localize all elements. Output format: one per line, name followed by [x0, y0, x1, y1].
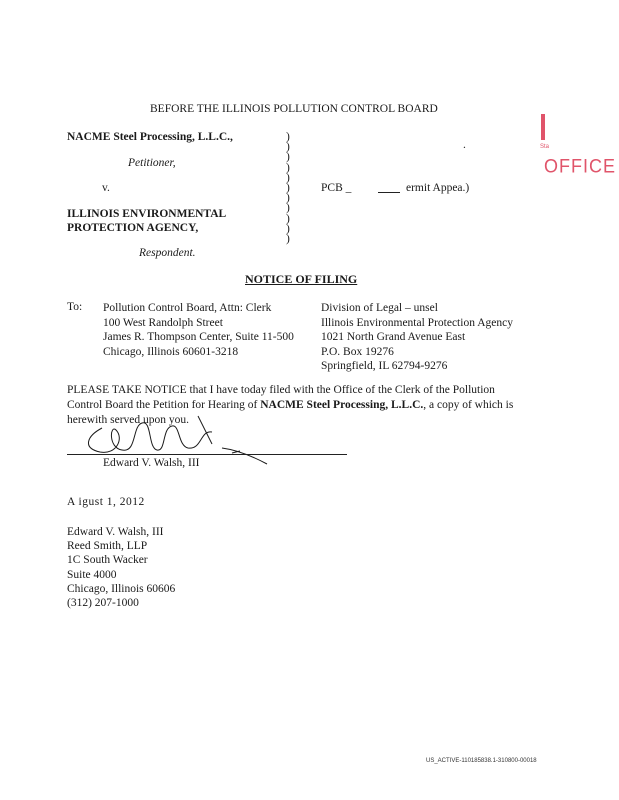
recipient-left — [103, 301, 294, 359]
address-line: Springfield, IL 62794-9276 — [321, 360, 448, 372]
address-line: James R. Thompson Center, Suite 11-500 — [103, 331, 294, 343]
attorney-block — [67, 525, 175, 610]
address-line: Chicago, Illinois 60601-3218 — [103, 345, 239, 358]
party-name: NACME Steel Processing, L.L.C. — [260, 399, 424, 411]
paren: ) — [286, 161, 290, 174]
attorney-line: Reed Smith, LLP — [67, 540, 148, 553]
paren: ) — [286, 222, 290, 235]
respondent-name-line2: PROTECTION AGENCY, — [67, 222, 199, 234]
body-line: PLEASE TAKE NOTICE that I have today filed with the Office of the Clerk of the Pollution — [67, 384, 495, 396]
document-id-footer: US_ACTIVE-110185838.1-310800-00018 — [426, 758, 537, 764]
page-title: BEFORE THE ILLINOIS POLLUTION CONTROL BOARD — [150, 103, 438, 115]
paren: ) — [286, 192, 290, 205]
paren: ) — [286, 141, 290, 154]
body-text: Control Board the Petition for Hearing of — [67, 399, 261, 411]
stamp-fragment-text: Sta — [540, 144, 550, 150]
signature-line — [67, 454, 347, 455]
paren: ) — [286, 131, 290, 143]
attorney-line: (312) 207-1000 — [67, 597, 139, 610]
paren: ) — [286, 212, 290, 225]
to-label: To: — [67, 301, 83, 313]
case-type: ermit Appea.) — [406, 182, 470, 194]
stamp-office-text: OFFICE — [544, 154, 616, 177]
paren: ) — [286, 182, 290, 195]
address-line: 1021 North Grand Avenue East — [321, 331, 466, 343]
address-line: Division of Legal – unsel — [321, 302, 438, 314]
paren: ) — [286, 171, 290, 184]
paren: ) — [286, 202, 290, 215]
body-text: , a copy of which is — [423, 399, 514, 411]
case-number-blank — [378, 192, 400, 193]
address-line: Pollution Control Board, Attn: Clerk — [103, 302, 272, 314]
filing-date: A igust 1, 2012 — [67, 496, 145, 508]
attorney-line: Chicago, Illinois 60606 — [67, 582, 176, 595]
recipient-right — [321, 301, 513, 374]
petitioner-label: Petitioner, — [128, 157, 176, 169]
versus-label: v. — [102, 182, 110, 194]
address-line: 100 West Randolph Street — [103, 316, 223, 329]
petitioner-name: NACME Steel Processing, L.L.C., — [67, 131, 233, 143]
body-line: herewith served upon you. — [67, 414, 189, 426]
notice-heading: NOTICE OF FILING — [245, 272, 358, 286]
stray-dot: . — [463, 139, 466, 151]
attorney-line: Edward V. Walsh, III — [67, 526, 164, 538]
received-stamp — [536, 112, 616, 182]
attorney-line: Suite 4000 — [67, 568, 117, 581]
case-number: PCB _ — [321, 182, 352, 194]
respondent-label: Respondent. — [139, 247, 196, 259]
signatory-name: Edward V. Walsh, III — [103, 457, 200, 469]
paren: ) — [286, 151, 290, 164]
address-line: P.O. Box 19276 — [321, 345, 394, 358]
stamp-bar — [541, 114, 545, 140]
attorney-line: 1C South Wacker — [67, 554, 148, 567]
caption-parentheses — [286, 132, 290, 244]
paren: ) — [286, 233, 290, 246]
address-line: Illinois Environmental Protection Agency — [321, 316, 513, 329]
respondent-name-line1: ILLINOIS ENVIRONMENTAL — [67, 208, 227, 220]
